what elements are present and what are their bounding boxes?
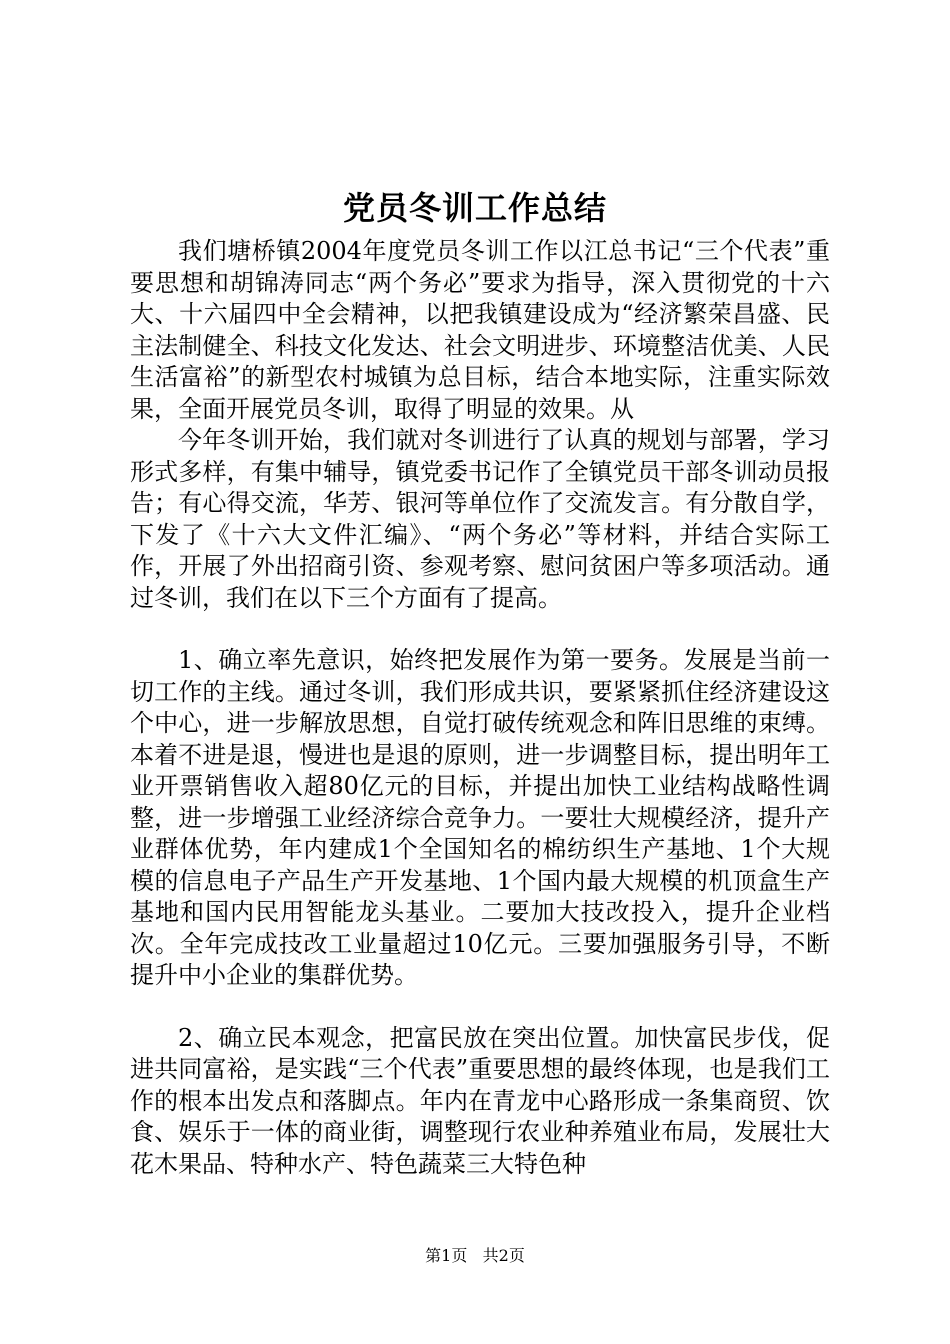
paragraph-intro: 我们塘桥镇2004年度党员冬训工作以江总书记“三个代表”重要思想和胡锦涛同志“两个务必”要求为指导，深入贯彻党的十六大、十六届四中全会精神，以把我镇建设成为“经济繁荣昌盛、民主法制健全、科技文化发达、社会文明进步、环境整洁优美、人民生活富裕”的新型农村城镇为总目标，结合本地实际，注重实际效果，全面开展党员冬训，取得了明显的效果。从 [130,237,830,423]
page-footer [0,1245,950,1267]
page-total: 共2页 [482,1246,525,1265]
page-number: 第1页 [425,1246,468,1265]
paragraph-winter-training: 今年冬训开始，我们就对冬训进行了认真的规划与部署，学习形式多样，有集中辅导，镇党委书记作了全镇党员干部冬训动员报告；有心得交流，华芳、银河等单位作了交流发言。有分散自学，下发了《十六大文件汇编》、“两个务必”等材料，并结合实际工作，开展了外出招商引资、参观考察、慰问贫困户等多项活动。通过冬训，我们在以下三个方面有了提高。 [130,426,830,612]
document-title: 党员冬训工作总结 [342,189,607,227]
paragraph-point-1: 1、确立率先意识，始终把发展作为第一要务。发展是当前一切工作的主线。通过冬训，我们形成共识，要紧紧抓住经济建设这个中心，进一步解放思想，自觉打破传统观念和阵旧思维的束缚。本着不进是退，慢进也是退的原则，进一步调整目标，提出明年工业开票销售收入超80亿元的目标，并提出加快工业结构战略性调整，进一步增强工业经济综合竞争力。一要壮大规模经济，提升产业群体优势，年内建成1个全国知名的棉纺织生产基地、1个大规模的信息电子产品生产开发基地、1个国内最大规模的机顶盒生产基地和国内民用智能龙头基业。二要加大技改投入，提升企业档次。全年完成技改工业量超过10亿元。三要加强服务引导，不断提升中小企业的集群优势。 [130,646,830,989]
document-body [130,236,830,1180]
paragraph-point-2: 2、确立民本观念，把富民放在突出位置。加快富民步伐，促进共同富裕，是实践“三个代表”重要思想的最终体现，也是我们工作的根本出发点和落脚点。年内在青龙中心路形成一条集商贸、饮食、娱乐于一体的商业街，调整现行农业种养殖业布局，发展壮大花木果品、特种水产、特色蔬菜三大特色种 [130,1023,830,1178]
